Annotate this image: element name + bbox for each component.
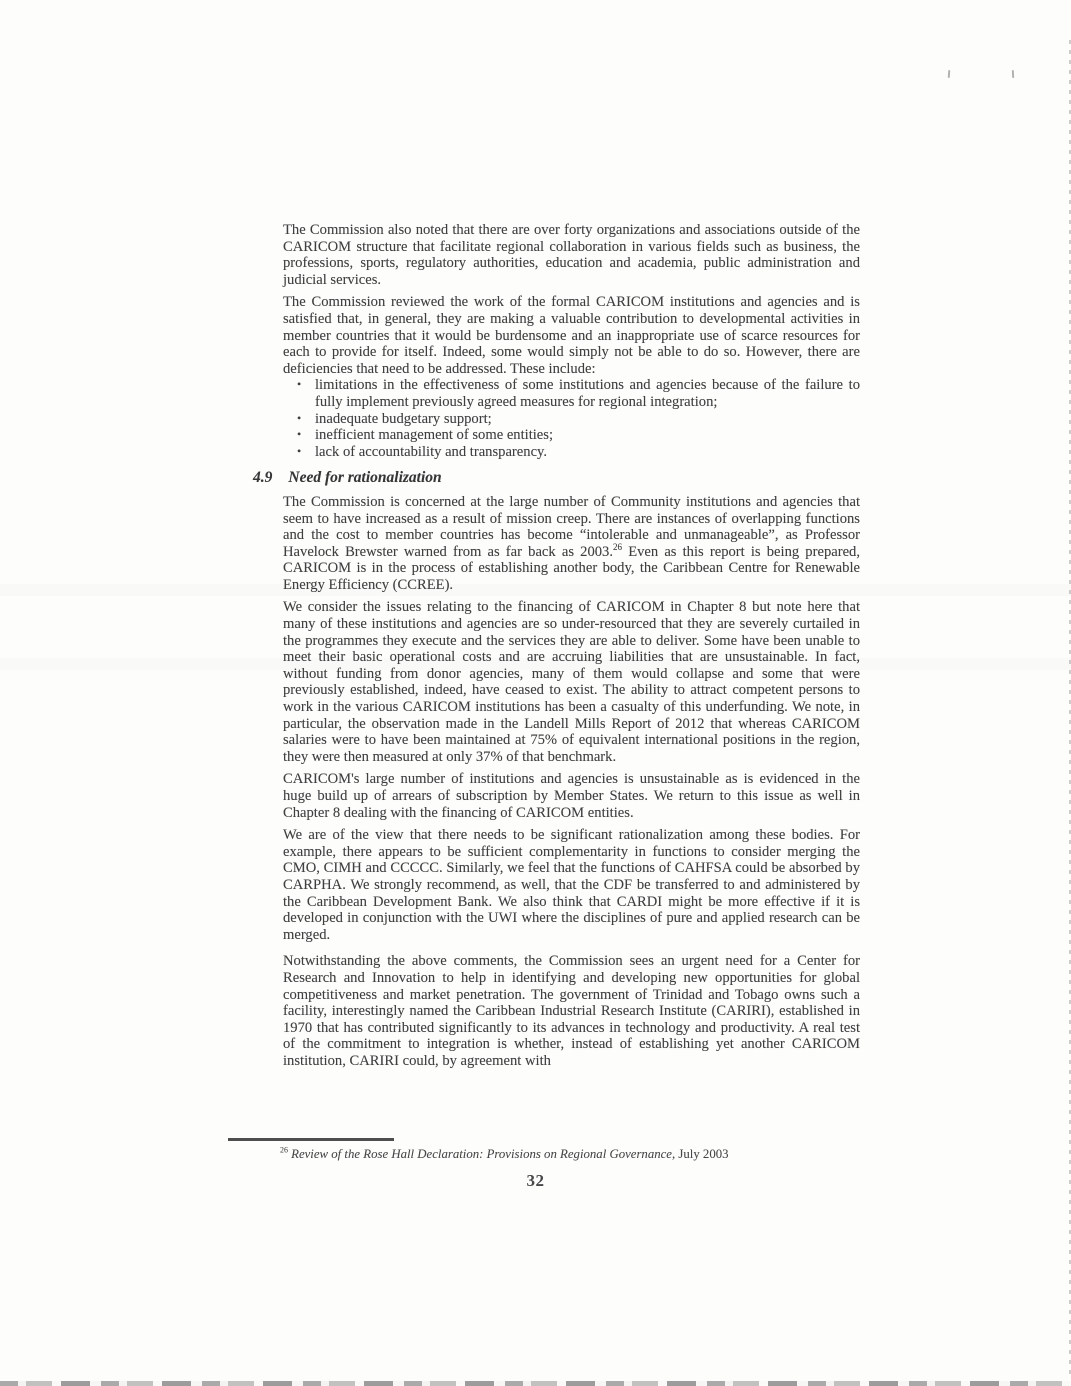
- bullet-icon: •: [297, 377, 302, 392]
- paragraph-intro-2: The Commission reviewed the work of the formal CARICOM institutions and agencies and is satisfied that, in general, they are making a valuable contribution to developmental activities in member countries that it would be burdensome and an inappropriate use of scarce resources for each to provide for itself. Indeed, some would simply not be able to do so. However, there are deficiencies that need to be addressed. These include:: [283, 294, 860, 377]
- paragraph-text: The Commission is concerned at the large number of Community institutions and agencies that seem to have increased as a result of mission creep. There are instances of overlapping functions and the cost to member countries has become “intolerable and unmanageable”, as Professor Havelock Brewster warned from as far back as 2003.: [283, 493, 860, 560]
- bullet-item: [283, 427, 860, 444]
- bullet-icon: •: [297, 427, 302, 442]
- scan-mark-top-right-2: [1012, 70, 1014, 78]
- footnote-title: Review of the Rose Hall Declaration: Provisions on Regional Governance,: [291, 1147, 676, 1161]
- section-title: Need for rationalization: [288, 469, 442, 487]
- bullet-icon: •: [297, 443, 302, 458]
- footnote-date: July 2003: [675, 1147, 729, 1161]
- footnote: [280, 1147, 840, 1162]
- scan-artifact-bottom-edge: [0, 1381, 1071, 1386]
- page-number: 32: [526, 1171, 545, 1190]
- footnote-reference: 26: [613, 541, 623, 552]
- paragraph-section-5: Notwithstanding the above comments, the Commission sees an urgent need for a Center for Research and Innovation to help in identifying and developing new opportunities for global competitiveness and market penetration. The government of Trinidad and Tobago owns such a facility, interestingly named the Caribbean Industrial Research Institute (CARIRI), established in 1970 that has contributed significantly to its advances in technology and productivity. A real test of the commitment to integration is whether, instead of establishing yet another CARICOM institution, CARIRI could, by agreement with: [283, 953, 860, 1069]
- bullet-item-text: limitations in the effectiveness of some institutions and agencies because of the failure to fully implement previously agreed measures for regional integration;: [315, 377, 860, 410]
- paragraph-section-3: CARICOM's large number of institutions and agencies is unsustainable as is evidenced in the huge build up of arrears of subscription by Member States. We return to this issue as well in Chapter 8 dealing with the financing of CARICOM entities.: [283, 771, 860, 821]
- body-text: [253, 222, 860, 1076]
- footnote-rule: [228, 1138, 394, 1141]
- paragraph-section-2: We consider the issues relating to the financing of CARICOM in Chapter 8 but note here that many of these institutions and agencies are so under-resourced that they are severely curtailed in the programmes they execute and the services they are able to deliver. Some have been unable to meet their basic operational costs and are accruing liabilities that are unsustainable. In fact, without funding from donor agencies, many of them would collapse and some that were previously established, indeed, have ceased to exist. The ability to attract competent persons to work in the various CARICOM institutions has been a casualty of this underfunding. We note, in particular, the observation made in the Landell Mills Report of 2012 that whereas CARICOM salaries were to have been maintained at 75% of equivalent international positions in the region, they were then measured at only 37% of that benchmark.: [283, 599, 860, 765]
- scan-mark-top-right-1: [948, 70, 951, 78]
- paragraph-text: Even as this report is being prepared, CARICOM is in the process of establishing another body, the Caribbean Centre for Renewable Energy Efficiency (CCREE).: [283, 543, 860, 593]
- bullet-icon: •: [297, 410, 302, 425]
- paragraph-intro-1: The Commission also noted that there are over forty organizations and associations outside of the CARICOM structure that facilitate regional collaboration in various fields such as business, the professions, sports, regulatory authorities, education and academia, public administration and judicial services.: [283, 222, 860, 288]
- bullet-item: [283, 411, 860, 428]
- paragraph-section-1: [283, 494, 860, 594]
- bullet-item-text: inefficient management of some entities;: [315, 427, 554, 444]
- section-number: 4.9: [253, 469, 273, 487]
- bullet-item-text: lack of accountability and transparency.: [315, 443, 548, 460]
- section-heading: [253, 470, 860, 487]
- bullet-list: [283, 377, 860, 460]
- bullet-item: [283, 444, 860, 461]
- bullet-item-text: inadequate budgetary support;: [315, 410, 492, 427]
- paragraph-section-4: We are of the view that there needs to be significant rationalization among these bodies. For example, there appears to be sufficient complementarity in functions to consider merging the CMO, CIMH and CCCCC. Similarly, we feel that the functions of CAHFSA could be absorbed by CARPHA. We strongly recommend, as well, that the CDF be transferred to and administered by the Caribbean Development Bank. We also think that CARDI might be more effective if it is developed in conjunction with the UWI where the disciplines of pure and applied research can be merged.: [283, 827, 860, 943]
- bullet-item: [283, 377, 860, 410]
- footnote-marker: 26: [280, 1145, 288, 1155]
